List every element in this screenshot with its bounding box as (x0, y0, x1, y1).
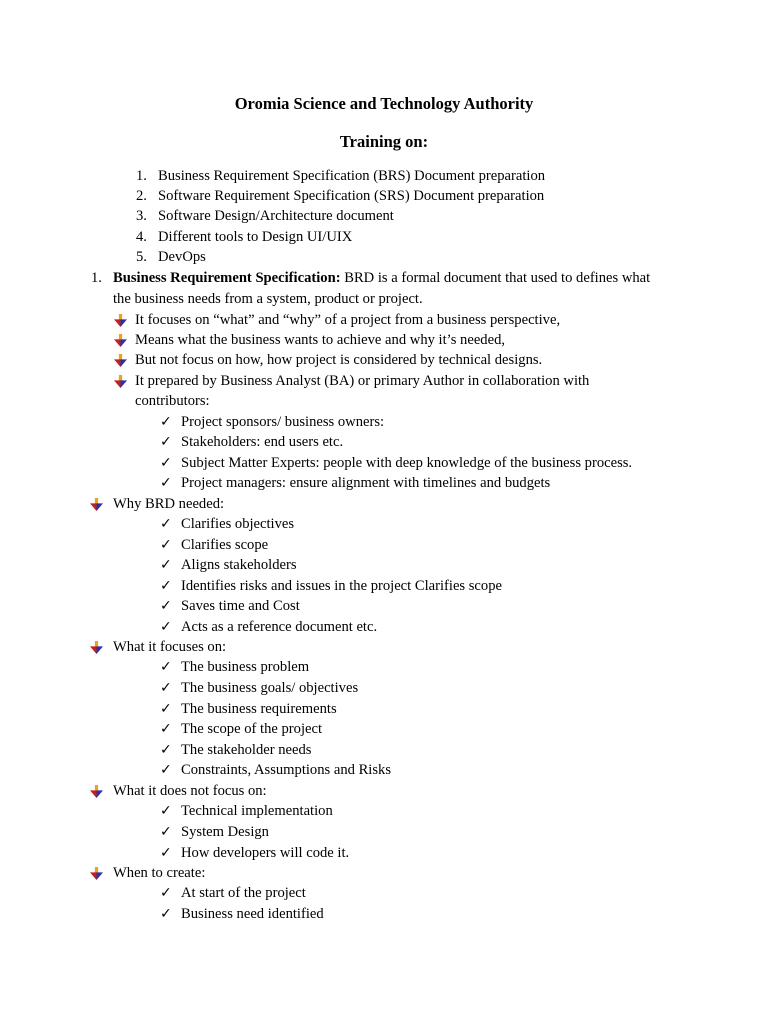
topic-item: Software Design/Architecture document (158, 208, 394, 224)
check-item: Business need identified (181, 906, 324, 922)
checkmark-icon: ✓ (160, 885, 172, 901)
section-number: 1. (91, 270, 102, 286)
topic-number: 2. (136, 188, 147, 204)
check-item: Acts as a reference document etc. (181, 619, 378, 635)
checkmark-icon: ✓ (160, 434, 172, 450)
arrow-down-icon (90, 785, 103, 798)
bullet-point: It prepared by Business Analyst (BA) or primary Author in collaboration with (135, 373, 590, 389)
checkmark-icon: ✓ (160, 598, 172, 614)
topic-number: 4. (136, 229, 147, 245)
checkmark-icon: ✓ (160, 516, 172, 532)
topic-item: Business Requirement Specification (BRS) Document preparation (158, 168, 546, 184)
check-item: The business goals/ objectives (181, 680, 359, 696)
checkmark-icon: ✓ (160, 414, 172, 430)
topic-item: DevOps (158, 249, 206, 265)
arrow-down-icon (90, 641, 103, 654)
check-item: Saves time and Cost (181, 598, 300, 614)
check-item: The stakeholder needs (181, 742, 312, 758)
document-subtitle: Training on: (339, 132, 429, 151)
check-item: System Design (181, 824, 269, 840)
checkmark-icon: ✓ (160, 537, 172, 553)
arrow-down-icon (90, 498, 103, 511)
section-heading-when: When to create: (113, 865, 206, 881)
bullet-point: But not focus on how, how project is considered by technical designs. (135, 352, 543, 368)
checkmark-icon: ✓ (160, 845, 172, 861)
checkmark-icon: ✓ (160, 455, 172, 471)
bullet-point-cont: contributors: (135, 393, 210, 409)
checkmark-icon: ✓ (160, 824, 172, 840)
bullet-point: It focuses on “what” and “why” of a project from a business perspective, (135, 312, 561, 328)
checkmark-icon: ✓ (160, 659, 172, 675)
section-definition (113, 268, 650, 288)
check-item: The business requirements (181, 701, 337, 717)
checkmark-icon: ✓ (160, 475, 172, 491)
checkmark-icon: ✓ (160, 680, 172, 696)
section-term: Business Requirement Specification: (113, 270, 341, 286)
checkmark-icon: ✓ (160, 578, 172, 594)
arrow-down-icon (114, 334, 127, 347)
document-title: Oromia Science and Technology Authority (234, 94, 534, 113)
check-item: The scope of the project (181, 721, 323, 737)
topic-item: Different tools to Design UI/UIX (158, 229, 353, 245)
check-item: Clarifies objectives (181, 516, 295, 532)
contributor-item: Project managers: ensure alignment with timelines and budgets (181, 475, 551, 491)
arrow-down-icon (90, 867, 103, 880)
check-item: At start of the project (181, 885, 306, 901)
section-heading-why: Why BRD needed: (113, 496, 225, 512)
checkmark-icon: ✓ (160, 557, 172, 573)
topic-item: Software Requirement Specification (SRS) Document preparation (158, 188, 545, 204)
checkmark-icon: ✓ (160, 701, 172, 717)
checkmark-icon: ✓ (160, 619, 172, 635)
checkmark-icon: ✓ (160, 803, 172, 819)
check-item: Identifies risks and issues in the project Clarifies scope (181, 578, 502, 594)
contributor-item: Subject Matter Experts: people with deep knowledge of the business process. (181, 455, 633, 471)
checkmark-icon: ✓ (160, 742, 172, 758)
arrow-down-icon (114, 314, 127, 327)
check-item: Aligns stakeholders (181, 557, 297, 573)
contributor-item: Project sponsors/ business owners: (181, 414, 385, 430)
section-definition-text: BRD is a formal document that used to defines what (340, 270, 651, 286)
section-heading-focus: What it focuses on: (113, 639, 227, 655)
arrow-down-icon (114, 354, 127, 367)
section-definition-cont: the business needs from a system, product or project. (113, 291, 423, 307)
checkmark-icon: ✓ (160, 721, 172, 737)
contributor-item: Stakeholders: end users etc. (181, 434, 344, 450)
check-item: Constraints, Assumptions and Risks (181, 762, 392, 778)
bullet-point: Means what the business wants to achieve and why it’s needed, (135, 332, 506, 348)
topic-number: 1. (136, 168, 147, 184)
check-item: Technical implementation (181, 803, 333, 819)
checkmark-icon: ✓ (160, 906, 172, 922)
arrow-down-icon (114, 375, 127, 388)
check-item: How developers will code it. (181, 845, 350, 861)
check-item: Clarifies scope (181, 537, 269, 553)
checkmark-icon: ✓ (160, 762, 172, 778)
check-item: The business problem (181, 659, 310, 675)
topic-number: 3. (136, 208, 147, 224)
section-heading-notfocus: What it does not focus on: (113, 783, 267, 799)
topic-number: 5. (136, 249, 147, 265)
